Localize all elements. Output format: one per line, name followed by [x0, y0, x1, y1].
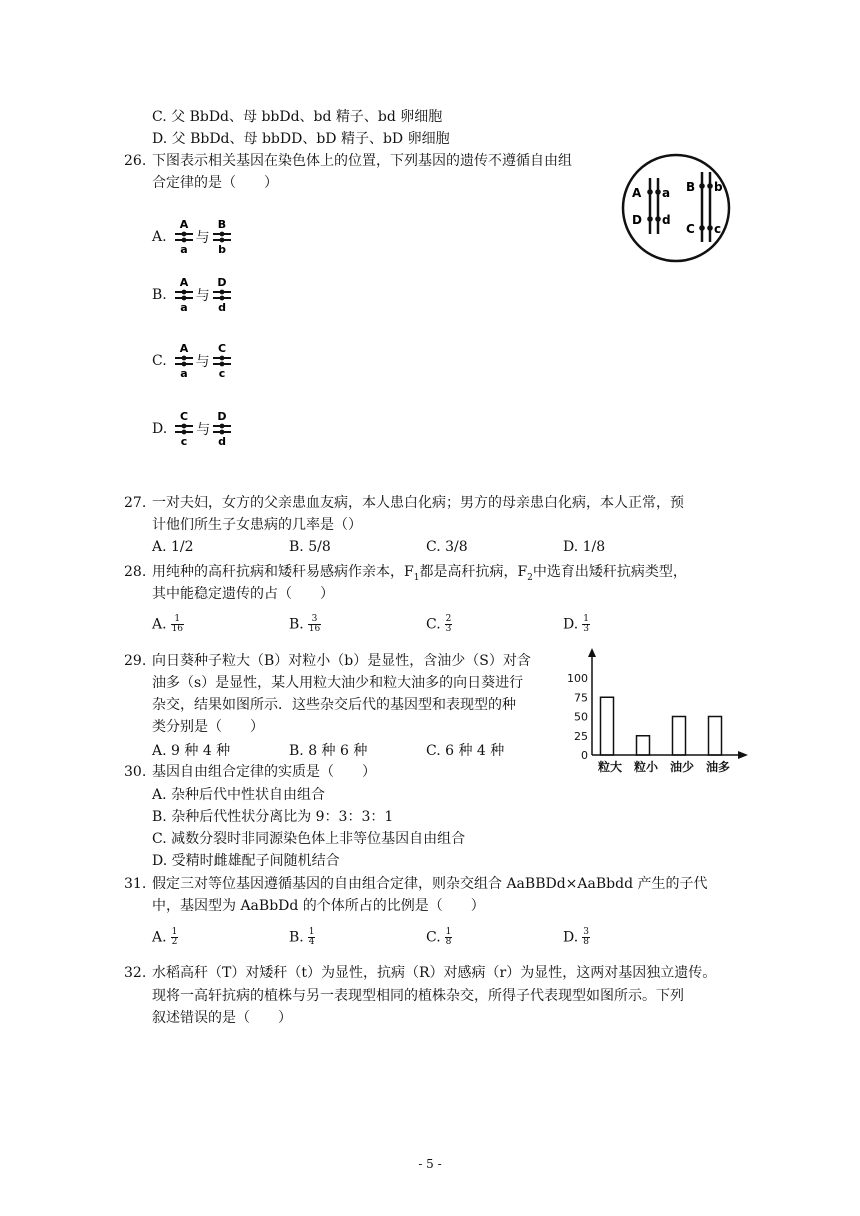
q30-option-c: C. 减数分裂时非同源染色体上非等位基因自由组合 — [152, 831, 466, 847]
fraction-denominator: 16 — [308, 624, 321, 634]
q31-stem-line2: 中，基因型为 AaBbDd 的个体所占的比例是（ ） — [152, 898, 485, 914]
y-axis-arrow — [588, 648, 596, 657]
q26-gene-label: D — [632, 213, 642, 227]
q29-stem-line3: 杂交，结果如图所示．这些杂交后代的基因型和表现型的种 — [152, 697, 516, 713]
option-separator: 与 — [195, 288, 210, 304]
y-tick-label: 0 — [581, 749, 588, 762]
option-label: C. — [152, 353, 167, 369]
q31-option-d — [563, 928, 590, 947]
option-label: D. — [563, 616, 579, 633]
gene-top-letter: A — [179, 218, 188, 231]
gene-pair-mark — [211, 410, 233, 448]
q28-stem-line1: 用纯种的高秆抗病和矮秆易感病作亲本，$F_1$都是高秆抗病，$F_2$中选育出矮秆抗病类型， — [152, 564, 687, 583]
bar-粒大 — [601, 697, 614, 755]
fraction-denominator: 3 — [445, 624, 452, 634]
fraction-numerator: 3 — [308, 615, 321, 625]
q26-option-c — [152, 342, 233, 380]
option-label: C. — [426, 616, 441, 633]
gene-locus-dot — [219, 362, 224, 367]
q27-option-d: D. 1/8 — [563, 539, 606, 555]
q32-stem-line1: 水稻高秆（T）对矮秆（t）为显性，抗病（R）对感病（r）为显性，这两对基因独立遗传。 — [152, 965, 717, 981]
x-category-label: 粒大 — [597, 760, 623, 774]
gene-locus-dot — [219, 356, 224, 361]
q29-option-a: A. 9 种 4 种 — [152, 743, 231, 759]
q29-number: 29. — [124, 653, 147, 669]
q27-stem-line2: 计他们所生子女患病的几率是（） — [152, 517, 362, 533]
option-label: A. — [152, 229, 167, 245]
gene-pair-mark — [173, 410, 195, 448]
fraction-numerator: 3 — [583, 927, 589, 937]
fraction-denominator: 8 — [583, 937, 589, 947]
gene-locus-dot — [182, 430, 187, 435]
gene-pair-mark — [211, 342, 233, 380]
fraction — [308, 615, 321, 634]
q31-option-a — [152, 928, 178, 947]
gene-bottom-letter: c — [218, 367, 225, 380]
fraction-denominator: 16 — [171, 624, 184, 634]
gene-locus-dot — [219, 290, 224, 295]
q26-option-d — [152, 410, 233, 448]
q26-gene-label: A — [632, 186, 642, 200]
x-category-label: 油少 — [669, 760, 695, 774]
q29-option-b: B. 8 种 6 种 — [289, 743, 368, 759]
option-label: B. — [289, 929, 304, 946]
fraction — [445, 615, 453, 634]
q26-gene-label: d — [662, 213, 671, 227]
q26-stem-line2: 合定律的是（ ） — [152, 175, 278, 191]
fraction-numerator: 1 — [171, 615, 184, 625]
gene-bottom-letter: a — [180, 301, 188, 314]
q29-option-c: C. 6 种 4 种 — [426, 743, 505, 759]
x-category-label: 粒小 — [633, 760, 659, 774]
gene-top-letter: D — [217, 410, 227, 423]
gene-locus-dot — [181, 238, 186, 243]
fraction-denominator: 3 — [583, 624, 589, 634]
gene-top-letter: B — [217, 218, 226, 231]
q29-stem-line2: 油多（s）是显性，某人用粒大油少和粒大油多的向日葵进行 — [152, 675, 524, 691]
fraction — [582, 928, 590, 947]
gene-locus-dot — [182, 424, 187, 429]
q30-option-b: B. 杂种后代性状分离比为 9：3：3：1 — [152, 809, 394, 825]
q27-number: 27. — [124, 495, 147, 511]
gene-locus-dot — [181, 232, 186, 237]
fraction — [308, 928, 316, 947]
x-category-label: 油多 — [705, 760, 731, 774]
bar-油少 — [673, 717, 686, 756]
gene-bottom-letter: a — [179, 243, 188, 256]
gene-bottom-letter: d — [218, 435, 227, 448]
gene-top-letter: C — [217, 342, 226, 355]
fraction-numerator: 1 — [171, 927, 178, 937]
q26-gene-label: b — [714, 180, 723, 194]
option-label: B. — [152, 287, 167, 303]
fraction — [171, 928, 179, 947]
fraction — [582, 615, 590, 634]
q30-option-d: D. 受精时雌雄配子间随机结合 — [152, 853, 340, 869]
q31-number: 31. — [124, 876, 147, 892]
q29-stem-line4: 类分别是（ ） — [152, 719, 264, 735]
option-separator: 与 — [195, 354, 210, 370]
gene-locus-dot — [220, 424, 225, 429]
fraction-numerator: 1 — [308, 927, 315, 937]
gene-top-letter: A — [179, 342, 188, 355]
q28-option-b — [289, 615, 321, 634]
gene-locus-dot — [219, 238, 224, 243]
fraction-denominator: 8 — [445, 937, 452, 947]
y-tick-label: 75 — [574, 691, 588, 705]
gene-bottom-letter: d — [217, 301, 226, 314]
option-label: C. — [426, 929, 441, 946]
y-tick-label: 25 — [574, 729, 588, 743]
q26-chromosome-diagram — [620, 152, 732, 264]
option-label: D. — [563, 929, 579, 946]
q27-option-a: A. 1/2 — [152, 539, 194, 555]
bar-粒小 — [637, 736, 650, 755]
q26-option-b — [152, 276, 233, 314]
q28-option-d — [563, 615, 590, 634]
option-label: A. — [152, 616, 167, 633]
fraction — [445, 928, 453, 947]
q28-option-a — [152, 615, 184, 634]
q30-option-a: A. 杂种后代中性状自由组合 — [152, 787, 326, 803]
fraction-denominator: 2 — [171, 937, 178, 947]
option-separator: 与 — [195, 230, 210, 246]
q28-option-c — [426, 615, 452, 634]
gene-pair-mark — [211, 276, 233, 314]
q28-number: 28. — [124, 564, 147, 580]
fraction-numerator: 2 — [445, 614, 452, 624]
q26-gene-label: a — [662, 186, 671, 200]
gene-top-letter: A — [179, 276, 189, 289]
q30-stem: 基因自由组合定律的实质是（ ） — [152, 764, 376, 780]
option-label: D. — [152, 421, 168, 437]
gene-top-letter: C — [180, 410, 189, 423]
bar-油多 — [709, 717, 722, 756]
q29-stem-line1: 向日葵种子粒大（B）对粒小（b）是显性，含油少（S）对含 — [152, 653, 531, 669]
gene-locus-dot — [181, 356, 186, 361]
q26-gene-label: B — [686, 180, 696, 194]
gene-locus-dot — [181, 296, 186, 301]
gene-bottom-letter: b — [217, 243, 226, 256]
q25-option-c: C. 父 BbDd、母 bbDd、bd 精子、bd 卵细胞 — [152, 109, 443, 125]
q27-option-b: B. 5/8 — [289, 539, 331, 555]
q27-option-c: C. 3/8 — [426, 539, 468, 555]
x-axis-arrow — [738, 751, 748, 759]
q31-stem-line1: 假定三对等位基因遵循基因的自由组合定律，则杂交组合 AaBBDd×AaBbdd 产生的子代 — [152, 876, 708, 892]
option-label: A. — [152, 929, 167, 946]
q26-gene-label: c — [714, 222, 722, 236]
gene-top-letter: D — [217, 276, 227, 289]
q26-number: 26. — [124, 153, 147, 169]
y-tick-label: 100 — [567, 672, 588, 685]
gene-pair-mark — [173, 218, 195, 256]
q25-option-d: D. 父 BbDd、母 bbDD、bD 精子、bD 卵细胞 — [152, 131, 450, 147]
gene-pair-mark — [211, 218, 233, 256]
q30-number: 30. — [124, 764, 147, 780]
q26-option-a — [152, 218, 233, 256]
option-separator: 与 — [196, 422, 211, 438]
gene-pair-mark — [173, 276, 195, 314]
gene-bottom-letter: a — [179, 367, 188, 380]
q32-stem-line3: 叙述错误的是（ ） — [152, 1010, 292, 1026]
option-label: B. — [289, 616, 304, 633]
y-tick-label: 50 — [574, 710, 588, 724]
fraction — [171, 615, 184, 634]
gene-locus-dot — [181, 290, 186, 295]
gene-pair-mark — [173, 342, 195, 380]
fraction-denominator: 4 — [308, 937, 315, 947]
q32-stem-line2: 现将一高轩抗病的植株与另一表现型相同的植株杂交，所得子代表现型如图所示。下列 — [152, 988, 684, 1004]
fraction-numerator: 1 — [583, 614, 589, 624]
q26-stem-line1: 下图表示相关基因在染色体上的位置，下列基因的遗传不遵循自由组 — [152, 153, 572, 169]
gene-locus-dot — [181, 362, 186, 367]
q32-number: 32. — [124, 965, 147, 981]
q31-option-b — [289, 928, 315, 947]
page-number: - 5 - — [418, 1157, 442, 1171]
gene-locus-dot — [220, 430, 225, 435]
q26-gene-label: C — [686, 222, 695, 236]
fraction-numerator: 1 — [445, 927, 452, 937]
gene-locus-dot — [219, 296, 224, 301]
q29-bar-chart — [562, 645, 750, 775]
q27-stem-line1: 一对夫妇，女方的父亲患血友病，本人患白化病；男方的母亲患白化病，本人正常，预 — [152, 495, 684, 511]
gene-locus-dot — [219, 232, 224, 237]
gene-bottom-letter: c — [180, 435, 188, 448]
q31-option-c — [426, 928, 452, 947]
q28-stem-line2: 其中能稳定遗传的占（ ） — [152, 586, 334, 602]
